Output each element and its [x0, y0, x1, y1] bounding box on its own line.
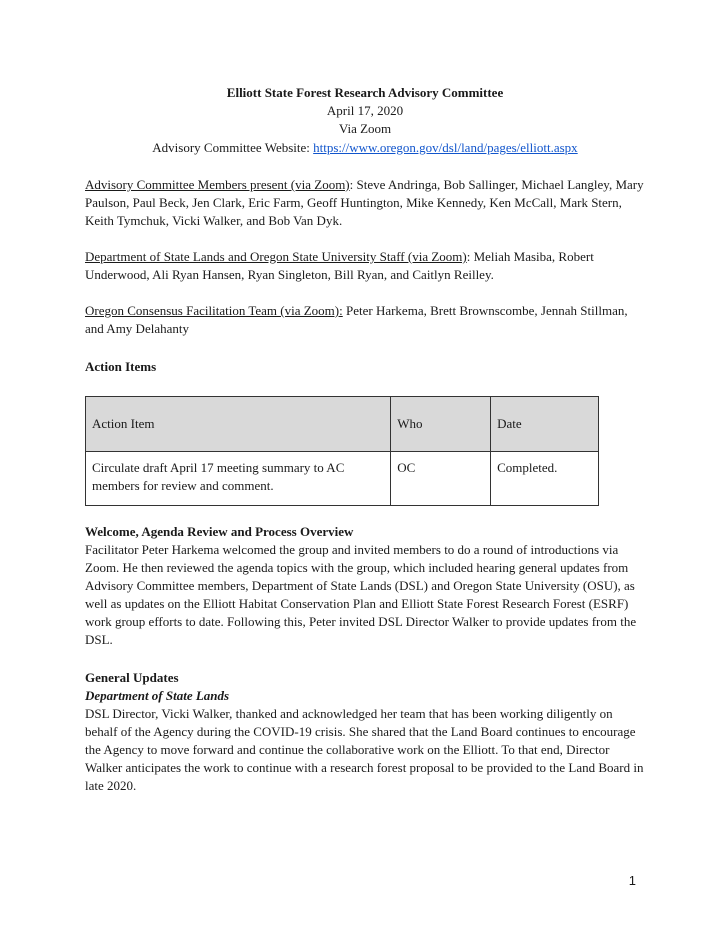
welcome-paragraph: Facilitator Peter Harkema welcomed the group and invited members to do a round of introductions via Zoom. He then reviewed the agenda topics with the group, which included hearing general updates from Advisory Committee members, Department of State Lands (DSL) and Oregon State University (OSU), as well as updates on the Elliott Habitat Conservation Plan and Elliott State Forest Research Forest (ESRF) work group efforts to date. Following this, Peter invited DSL Director Walker to provide updates from the DSL.	[85, 542, 637, 647]
action-items-table	[85, 396, 599, 506]
cell-date: Completed.	[491, 452, 599, 506]
welcome-heading: Welcome, Agenda Review and Process Overview	[85, 524, 354, 539]
column-header-who: Who	[391, 397, 491, 452]
meeting-venue: Via Zoom	[338, 121, 392, 136]
attendance-label: Department of State Lands and Oregon State University Staff (via Zoom)	[85, 249, 467, 264]
attendance-names: Peter Harkema, Brett Brownscombe, Jennah Stillman, and Amy Delahanty	[85, 303, 628, 336]
cell-who: OC	[391, 452, 491, 506]
website-line	[85, 139, 645, 157]
attendance-dsl-osu-staff	[85, 248, 645, 284]
attendance-ac-members	[85, 176, 645, 230]
table-header-row	[86, 397, 599, 452]
attendance-label: Oregon Consensus Facilitation Team (via Zoom):	[85, 303, 343, 318]
page-number: 1	[628, 873, 636, 888]
table-row	[86, 452, 599, 506]
action-items-heading: Action Items	[85, 359, 157, 374]
column-header-date: Date	[491, 397, 599, 452]
document-title: Elliott State Forest Research Advisory Committee	[226, 85, 504, 100]
attendance-names: : Meliah Masiba, Robert Underwood, Ali Ryan Hansen, Ryan Singleton, Bill Ryan, and Caitlyn Reilley.	[85, 249, 594, 282]
attendance-names: : Steve Andringa, Bob Sallinger, Michael Langley, Mary Paulson, Paul Beck, Jen Clark, Eric Farm, Geoff Huntington, Mike Kennedy, Ken McCall, Mark Stern, Keith Tymchuk, Vicki Walker, and Bob Van Dyk.	[85, 177, 644, 228]
cell-action-item: Circulate draft April 17 meeting summary to AC members for review and comment.	[86, 452, 391, 506]
attendance-facilitation-team	[85, 302, 645, 338]
attendance-label: Advisory Committee Members present (via Zoom)	[85, 177, 350, 192]
general-updates-heading: General Updates	[85, 670, 179, 685]
dsl-subheading: Department of State Lands	[85, 688, 230, 703]
dsl-update-paragraph: DSL Director, Vicki Walker, thanked and acknowledged her team that has been working diligently on behalf of the Agency during the COVID-19 crisis. She shared that the Land Board continues to encourage the Agency to move forward and continue the collaborative work on the Elliott. To that end, Director Walker anticipates the work to continue with a research forest proposal to be provided to the Land Board in late 2020.	[85, 706, 644, 793]
column-header-action-item: Action Item	[86, 397, 391, 452]
website-link[interactable]: https://www.oregon.gov/dsl/land/pages/elliott.aspx	[313, 140, 578, 155]
meeting-date: April 17, 2020	[326, 103, 404, 118]
website-label: Advisory Committee Website:	[152, 140, 310, 155]
